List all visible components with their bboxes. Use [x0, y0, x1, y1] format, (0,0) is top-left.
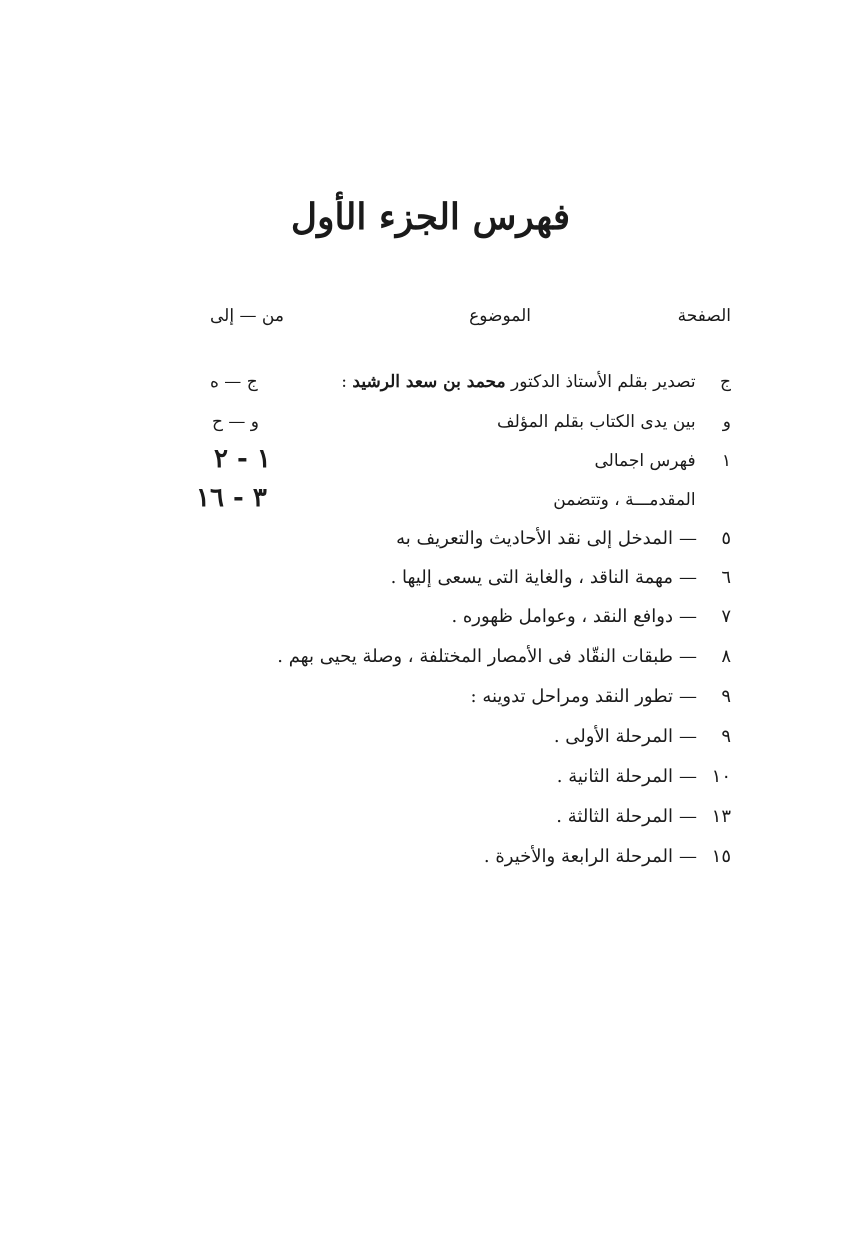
- page-title: فهرس الجزء الأول: [290, 196, 571, 238]
- list-item: [451, 606, 731, 627]
- list-item-num: ٦: [721, 567, 731, 588]
- list-item-text: دوافع النقد ، وعوامل ظهوره .: [451, 606, 673, 627]
- entry-suffix: :: [341, 372, 347, 392]
- list-item-num: ٩: [721, 726, 731, 747]
- list-item-text: طبقات النقّاد فى الأمصار المختلفة ، وصلة يحيى بهم .: [277, 646, 673, 667]
- list-dash: —: [679, 528, 697, 549]
- entry-row: [341, 372, 731, 392]
- header-topic: الموضوع: [469, 306, 531, 326]
- entry-text-bold: محمد بن سعد الرشيد: [352, 372, 506, 392]
- entry-text: فهرس اجمالى: [594, 451, 696, 471]
- entry-text: المقدمـــة ، وتتضمن: [553, 490, 696, 510]
- list-item-num: ٧: [721, 606, 731, 627]
- list-item: [556, 806, 731, 827]
- list-item: [557, 766, 731, 787]
- entry-row: [595, 451, 732, 471]
- list-item-num: ٩: [721, 686, 731, 707]
- entry-row: [497, 412, 731, 432]
- list-item: [396, 528, 731, 549]
- list-item-text: مهمة الناقد ، والغاية التى يسعى إليها .: [390, 567, 673, 588]
- list-item: [277, 646, 731, 667]
- list-item-num: ٨: [721, 646, 731, 667]
- entry-page: ١: [721, 451, 731, 471]
- list-item: [391, 567, 731, 588]
- list-item: [484, 846, 731, 867]
- list-dash: —: [679, 806, 697, 827]
- list-item-text: المرحلة الثانية .: [556, 766, 673, 787]
- entry-text: بين يدى الكتاب بقلم المؤلف: [497, 412, 696, 432]
- entry-page: و: [722, 412, 731, 432]
- list-item-text: المدخل إلى نقد الأحاديث والتعريف به: [396, 528, 673, 549]
- entry-range: ج — ه: [210, 372, 258, 392]
- entry-row: [553, 490, 731, 510]
- list-item-text: المرحلة الرابعة والأخيرة .: [483, 846, 673, 867]
- list-item-text: تطور النقد ومراحل تدوينه :: [470, 686, 673, 707]
- list-item: [471, 686, 731, 707]
- entry-range: ١ - ٢: [214, 444, 271, 474]
- list-dash: —: [679, 646, 697, 667]
- list-item-text: المرحلة الأولى .: [553, 726, 673, 747]
- list-dash: —: [679, 567, 697, 588]
- entry-text: [341, 372, 695, 392]
- entry-range: و — ح: [212, 412, 259, 432]
- list-item-num: ١٥: [711, 846, 731, 867]
- list-dash: —: [679, 766, 697, 787]
- list-item-num: ١٠: [711, 766, 731, 787]
- list-dash: —: [679, 606, 697, 627]
- list-dash: —: [679, 686, 697, 707]
- list-item-text: المرحلة الثالثة .: [556, 806, 673, 827]
- header-range: من — إلى: [210, 306, 284, 326]
- list-dash: —: [679, 726, 697, 747]
- list-item-num: ١٣: [711, 806, 731, 827]
- list-item-num: ٥: [721, 528, 731, 549]
- entry-page: ج: [720, 372, 731, 392]
- entry-range: ٣ - ١٦: [196, 483, 267, 513]
- entry-text-plain: تصدير بقلم الأستاذ الدكتور: [511, 372, 696, 392]
- list-item: [554, 726, 731, 747]
- list-dash: —: [679, 846, 697, 867]
- header-page: الصفحة: [677, 306, 731, 326]
